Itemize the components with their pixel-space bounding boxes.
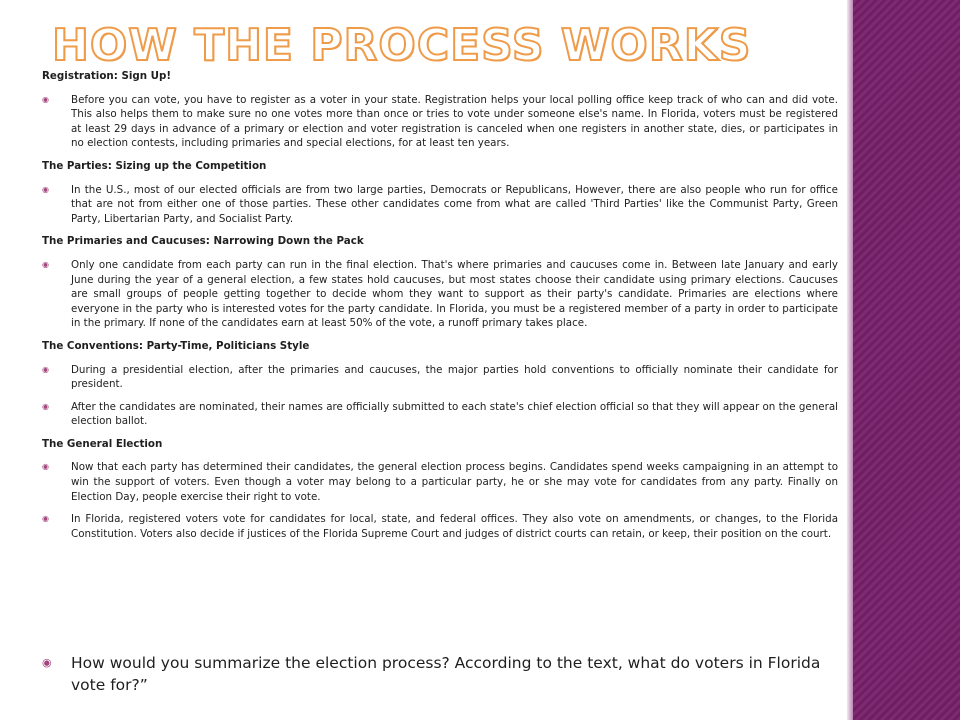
bullet-registration <box>42 93 838 151</box>
question-text: How would you summarize the election process? According to the text, what do voters in Florida vote for?” <box>71 654 821 694</box>
bullet-text: After the candidates are nominated, their names are officially submitted to each state's chief election official so that they will appear on the general election ballot. <box>71 400 838 428</box>
bullet-icon: ◉ <box>42 514 49 524</box>
bullet-conventions-2 <box>42 400 838 429</box>
section-heading-primaries: The Primaries and Caucuses: Narrowing Down the Pack <box>42 235 364 248</box>
section-heading-general-election: The General Election <box>42 437 163 450</box>
bullet-icon: ◉ <box>42 656 52 669</box>
bullet-parties <box>42 183 838 227</box>
bullet-general-election-2 <box>42 512 838 541</box>
bullet-text: During a presidential election, after the primaries and caucuses, the major parties hold conventions to officially nominate their candidate for president. <box>71 363 838 391</box>
bullet-text: Before you can vote, you have to register as a voter in your state. Registration helps your local polling office keep track of who can and did vote. This also helps them to make sure no one votes more than once or tries to vote under someone else's name. In Florida, voters must be registered at least 29 days in advance of a primary or election and voter registration is canceled when one registers in another state, dies, or participates in no election contests, including primaries and special elections, for at least ten years. <box>71 93 838 150</box>
section-heading-conventions: The Conventions: Party-Time, Politicians Style <box>42 339 310 352</box>
bullet-icon: ◉ <box>42 94 49 104</box>
bullet-icon: ◉ <box>42 259 49 269</box>
bullet-question <box>42 652 832 696</box>
summary-question <box>42 652 832 696</box>
bullet-icon: ◉ <box>42 364 49 374</box>
slide-title: HOW THE PROCESS WORKS <box>52 20 752 71</box>
bullet-text: Now that each party has determined their candidates, the general election process begins. Candidates spend weeks campaigning in an attempt to win the support of voters. Even though a voter may belong to a particular party, he or she may vote for candidates from any party. Finally on Election Day, people exercise their right to vote. <box>71 461 838 503</box>
bullet-general-election-1 <box>42 460 838 504</box>
bullet-conventions-1 <box>42 363 838 392</box>
bullet-icon: ◉ <box>42 401 49 411</box>
section-heading-registration: Registration: Sign Up! <box>42 70 172 82</box>
bullet-text: In Florida, registered voters vote for candidates for local, state, and federal offices. They also vote on amendments, or changes, to the Florida Constitution. Voters also decide if justices of the Florida Supreme Court and judges of district courts can retain, or keep, their position on the court. <box>71 513 838 540</box>
content-body <box>42 69 838 549</box>
decorative-sidebar <box>853 0 960 720</box>
bullet-text: Only one candidate from each party can run in the final election. That's where primaries and caucuses come in. Between late January and early June during the year of a general election, a few states hold caucuses, but most states choose their candidate using primary elections. Caucuses are small groups of people getting together to decide whom they want to support as their party's candidate. Primaries are elections where everyone in the party who is interested votes for the party candidate. In Florida, you must be a registered member of a party in order to participate in the primary. If none of the candidates earn at least 50% of the vote, a runoff primary takes place. <box>71 258 838 330</box>
bullet-primaries <box>42 258 838 331</box>
bullet-icon: ◉ <box>42 184 49 194</box>
section-heading-parties: The Parties: Sizing up the Competition <box>42 159 267 172</box>
bullet-icon: ◉ <box>42 462 49 472</box>
bullet-text: In the U.S., most of our elected officials are from two large parties, Democrats or Republicans, However, there are also people who run for office that are not from either one of those parties. These other candidates come from what are called 'Third Parties' like the Communist Party, Green Party, Libertarian Party, and Socialist Party. <box>71 183 838 225</box>
